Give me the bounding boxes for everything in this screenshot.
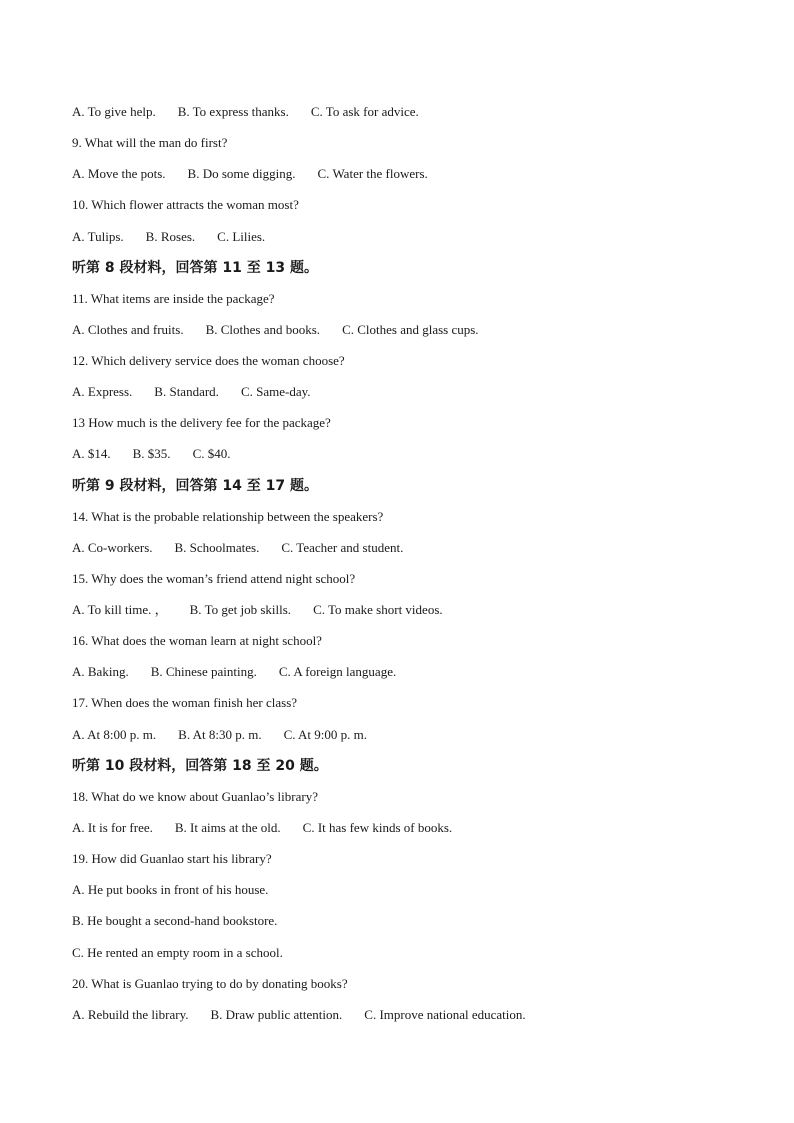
answer-option: B. Standard. xyxy=(154,384,219,400)
question-text: 13 How much is the delivery fee for the package? xyxy=(72,415,331,431)
answer-option: B. $35. xyxy=(132,446,171,462)
question-text: 11. What items are inside the package? xyxy=(72,290,275,306)
answer-option: B. To express thanks. xyxy=(177,104,289,119)
answer-options xyxy=(72,1007,526,1023)
answer-option: A. Co-workers. xyxy=(72,539,153,555)
answer-option: A. It is for free. xyxy=(72,819,153,835)
answer-option: C. A foreign language. xyxy=(278,664,397,680)
answer-options xyxy=(72,727,367,743)
question-text: 19. How did Guanlao start his library? xyxy=(72,851,272,867)
section-heading: 听第 8 段材料，回答第 11 至 13 题。 xyxy=(72,259,318,276)
answer-option: A. Express. xyxy=(72,384,133,400)
answer-option: B. Do some digging. xyxy=(187,166,296,182)
question-text: 17. When does the woman finish her class? xyxy=(72,695,298,711)
answer-options xyxy=(72,322,479,338)
answer-option: C. Lilies. xyxy=(217,228,266,244)
answer-options xyxy=(72,602,443,618)
answer-option: B. Chinese painting. xyxy=(150,664,257,680)
answer-option: A. Baking. xyxy=(72,664,129,680)
section-heading: 听第 10 段材料，回答第 18 至 20 题。 xyxy=(72,757,328,774)
answer-option: A. To kill time. ， xyxy=(72,602,168,618)
answer-option: B. At 8:30 p. m. xyxy=(178,726,262,742)
answer-option: C. Teacher and student. xyxy=(281,539,404,555)
answer-options xyxy=(72,166,428,182)
answer-option: A. Rebuild the library. xyxy=(72,1006,189,1022)
answer-option: C. To ask for advice. xyxy=(310,104,419,119)
answer-options xyxy=(72,229,265,245)
answer-option: C. Clothes and glass cups. xyxy=(342,321,479,337)
question-text: 9. What will the man do first? xyxy=(72,135,228,151)
question-text: B. He bought a second-hand bookstore. xyxy=(72,913,278,929)
answer-option: B. Clothes and books. xyxy=(205,321,321,337)
answer-options xyxy=(72,540,403,556)
answer-option: B. Schoolmates. xyxy=(174,539,260,555)
question-text: 14. What is the probable relationship between the speakers? xyxy=(72,508,384,524)
question-text: C. He rented an empty room in a school. xyxy=(72,944,283,960)
answer-option: B. Roses. xyxy=(145,228,196,244)
answer-options xyxy=(72,384,311,400)
answer-option: C. Improve national education. xyxy=(364,1006,526,1022)
question-text: 18. What do we know about Guanlao’s library? xyxy=(72,788,318,804)
answer-option: A. Tulips. xyxy=(72,228,124,244)
answer-option: A. To give help. xyxy=(72,104,156,119)
answer-option: B. To get job skills. xyxy=(189,602,292,618)
question-text: 20. What is Guanlao trying to do by donating books? xyxy=(72,975,348,991)
answer-option: B. It aims at the old. xyxy=(174,819,281,835)
answer-option: C. Water the flowers. xyxy=(317,166,428,182)
answer-options xyxy=(72,664,396,680)
answer-option: A. Clothes and fruits. xyxy=(72,321,184,337)
answer-option: A. Move the pots. xyxy=(72,166,166,182)
answer-option: C. $40. xyxy=(192,446,231,462)
answer-options xyxy=(72,446,230,462)
question-text: 15. Why does the woman’s friend attend night school? xyxy=(72,570,356,586)
question-text: 10. Which flower attracts the woman most? xyxy=(72,197,299,213)
answer-option: C. To make short videos. xyxy=(313,602,443,618)
question-text: 16. What does the woman learn at night school? xyxy=(72,633,322,649)
answer-option: C. At 9:00 p. m. xyxy=(283,726,368,742)
answer-options xyxy=(72,104,419,120)
answer-option: C. It has few kinds of books. xyxy=(302,819,453,835)
answer-option: A. $14. xyxy=(72,446,111,462)
answer-options xyxy=(72,820,452,836)
answer-option: C. Same-day. xyxy=(240,384,311,400)
question-text: A. He put books in front of his house. xyxy=(72,882,269,898)
answer-option: B. Draw public attention. xyxy=(210,1006,343,1022)
answer-option: A. At 8:00 p. m. xyxy=(72,726,157,742)
question-text: 12. Which delivery service does the woman choose? xyxy=(72,353,345,369)
section-heading: 听第 9 段材料，回答第 14 至 17 题。 xyxy=(72,477,318,494)
